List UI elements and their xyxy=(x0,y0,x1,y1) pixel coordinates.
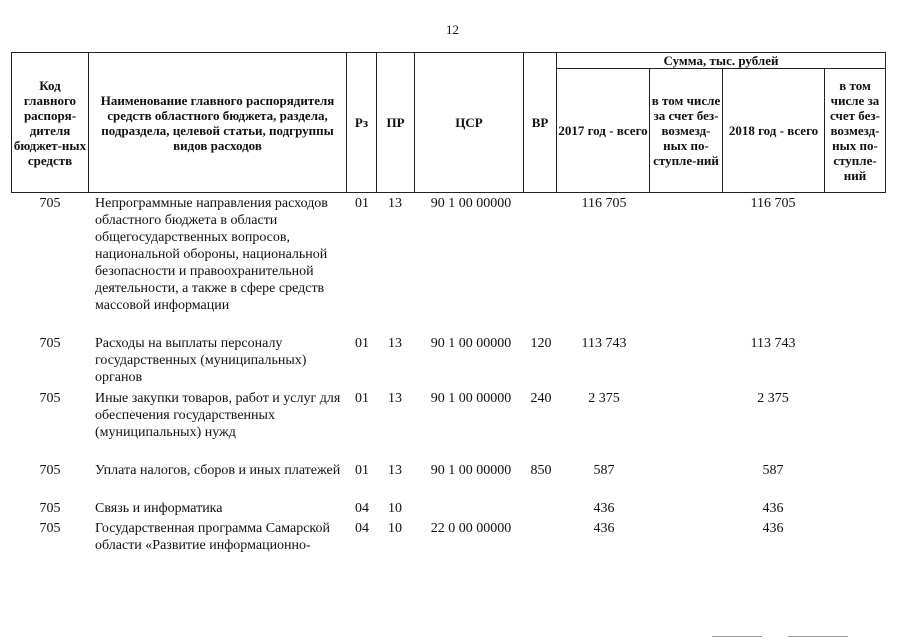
cell-vr: 850 xyxy=(530,463,552,478)
cell-vr: 240 xyxy=(530,391,552,406)
cell-rz: 01 xyxy=(355,336,369,351)
header-pr: ПР xyxy=(386,115,405,130)
header-rz: Рз xyxy=(354,115,369,130)
cell-csr: 90 1 00 00000 xyxy=(430,463,512,478)
cell-pr: 13 xyxy=(388,196,402,211)
header-2018-total: 2018 год - всего xyxy=(728,123,819,138)
cell-2018-total: 436 xyxy=(762,501,784,516)
cell-kod: 705 xyxy=(39,463,61,478)
cell-name: Уплата налогов, сборов и иных платежей xyxy=(95,463,341,478)
cell-rz: 01 xyxy=(355,391,369,406)
table-header xyxy=(11,52,886,193)
header-sum-group: Сумма, тыс. рублей xyxy=(663,53,779,68)
cell-rz: 04 xyxy=(355,521,369,536)
cell-csr: 22 0 00 00000 xyxy=(430,521,512,536)
header-2017-free: в том числе за счет без-возмезд-ных по-ступле-ний xyxy=(651,93,721,168)
header-kod: Код главного распоря-дителя бюджет-ных средств xyxy=(13,77,87,168)
cell-name: Государственная программа Самарской области «Развитие информационно- xyxy=(95,521,331,553)
cell-2017-total: 436 xyxy=(593,521,615,536)
cell-kod: 705 xyxy=(39,501,61,516)
cell-name: Иные закупки товаров, работ и услуг для обеспечения государственных (муниципальных) нужд xyxy=(95,391,341,440)
cell-kod: 705 xyxy=(39,196,61,211)
scan-mark xyxy=(712,636,762,637)
cell-2018-total: 113 743 xyxy=(750,336,796,351)
cell-pr: 10 xyxy=(388,501,402,516)
cell-2018-total: 2 375 xyxy=(757,391,789,406)
cell-csr: 90 1 00 00000 xyxy=(430,391,512,406)
cell-rz: 01 xyxy=(355,463,369,478)
cell-rz: 04 xyxy=(355,501,369,516)
cell-2018-total: 116 705 xyxy=(750,196,796,211)
cell-pr: 10 xyxy=(388,521,402,536)
cell-name: Расходы на выплаты персоналу государственных (муниципальных) органов xyxy=(95,336,307,385)
scan-mark xyxy=(788,636,848,637)
cell-2017-total: 116 705 xyxy=(581,196,627,211)
cell-2017-total: 436 xyxy=(593,501,615,516)
cell-2017-total: 2 375 xyxy=(588,391,620,406)
cell-name: Непрограммные направления расходов областного бюджета в области общегосударственных вопросов, национальной обороны, национальной безопасности и правоохранительной деятельности, а также в сфере средств массовой информации xyxy=(95,196,328,313)
header-name: Наименование главного распорядителя средств областного бюджета, раздела, подраздела, целевой статьи, подгруппы видов расходов xyxy=(100,92,335,153)
cell-kod: 705 xyxy=(39,521,61,536)
cell-pr: 13 xyxy=(388,463,402,478)
cell-2018-total: 587 xyxy=(762,463,784,478)
cell-2018-total: 436 xyxy=(762,521,784,536)
cell-pr: 13 xyxy=(388,336,402,351)
cell-vr: 120 xyxy=(530,336,552,351)
cell-pr: 13 xyxy=(388,391,402,406)
cell-rz: 01 xyxy=(355,196,369,211)
cell-2017-total: 587 xyxy=(593,463,615,478)
cell-csr: 90 1 00 00000 xyxy=(430,336,512,351)
header-vr: ВР xyxy=(531,115,549,130)
cell-name: Связь и информатика xyxy=(95,501,223,516)
cell-kod: 705 xyxy=(39,391,61,406)
cell-kod: 705 xyxy=(39,336,61,351)
header-2018-free: в том числе за счет без-возмезд-ных по-ступле-ний xyxy=(830,78,880,183)
cell-csr: 90 1 00 00000 xyxy=(430,196,512,211)
header-csr: ЦСР xyxy=(455,115,483,130)
page-number: 12 xyxy=(446,22,459,37)
header-2017-total: 2017 год - всего xyxy=(558,123,648,138)
cell-2017-total: 113 743 xyxy=(581,336,627,351)
